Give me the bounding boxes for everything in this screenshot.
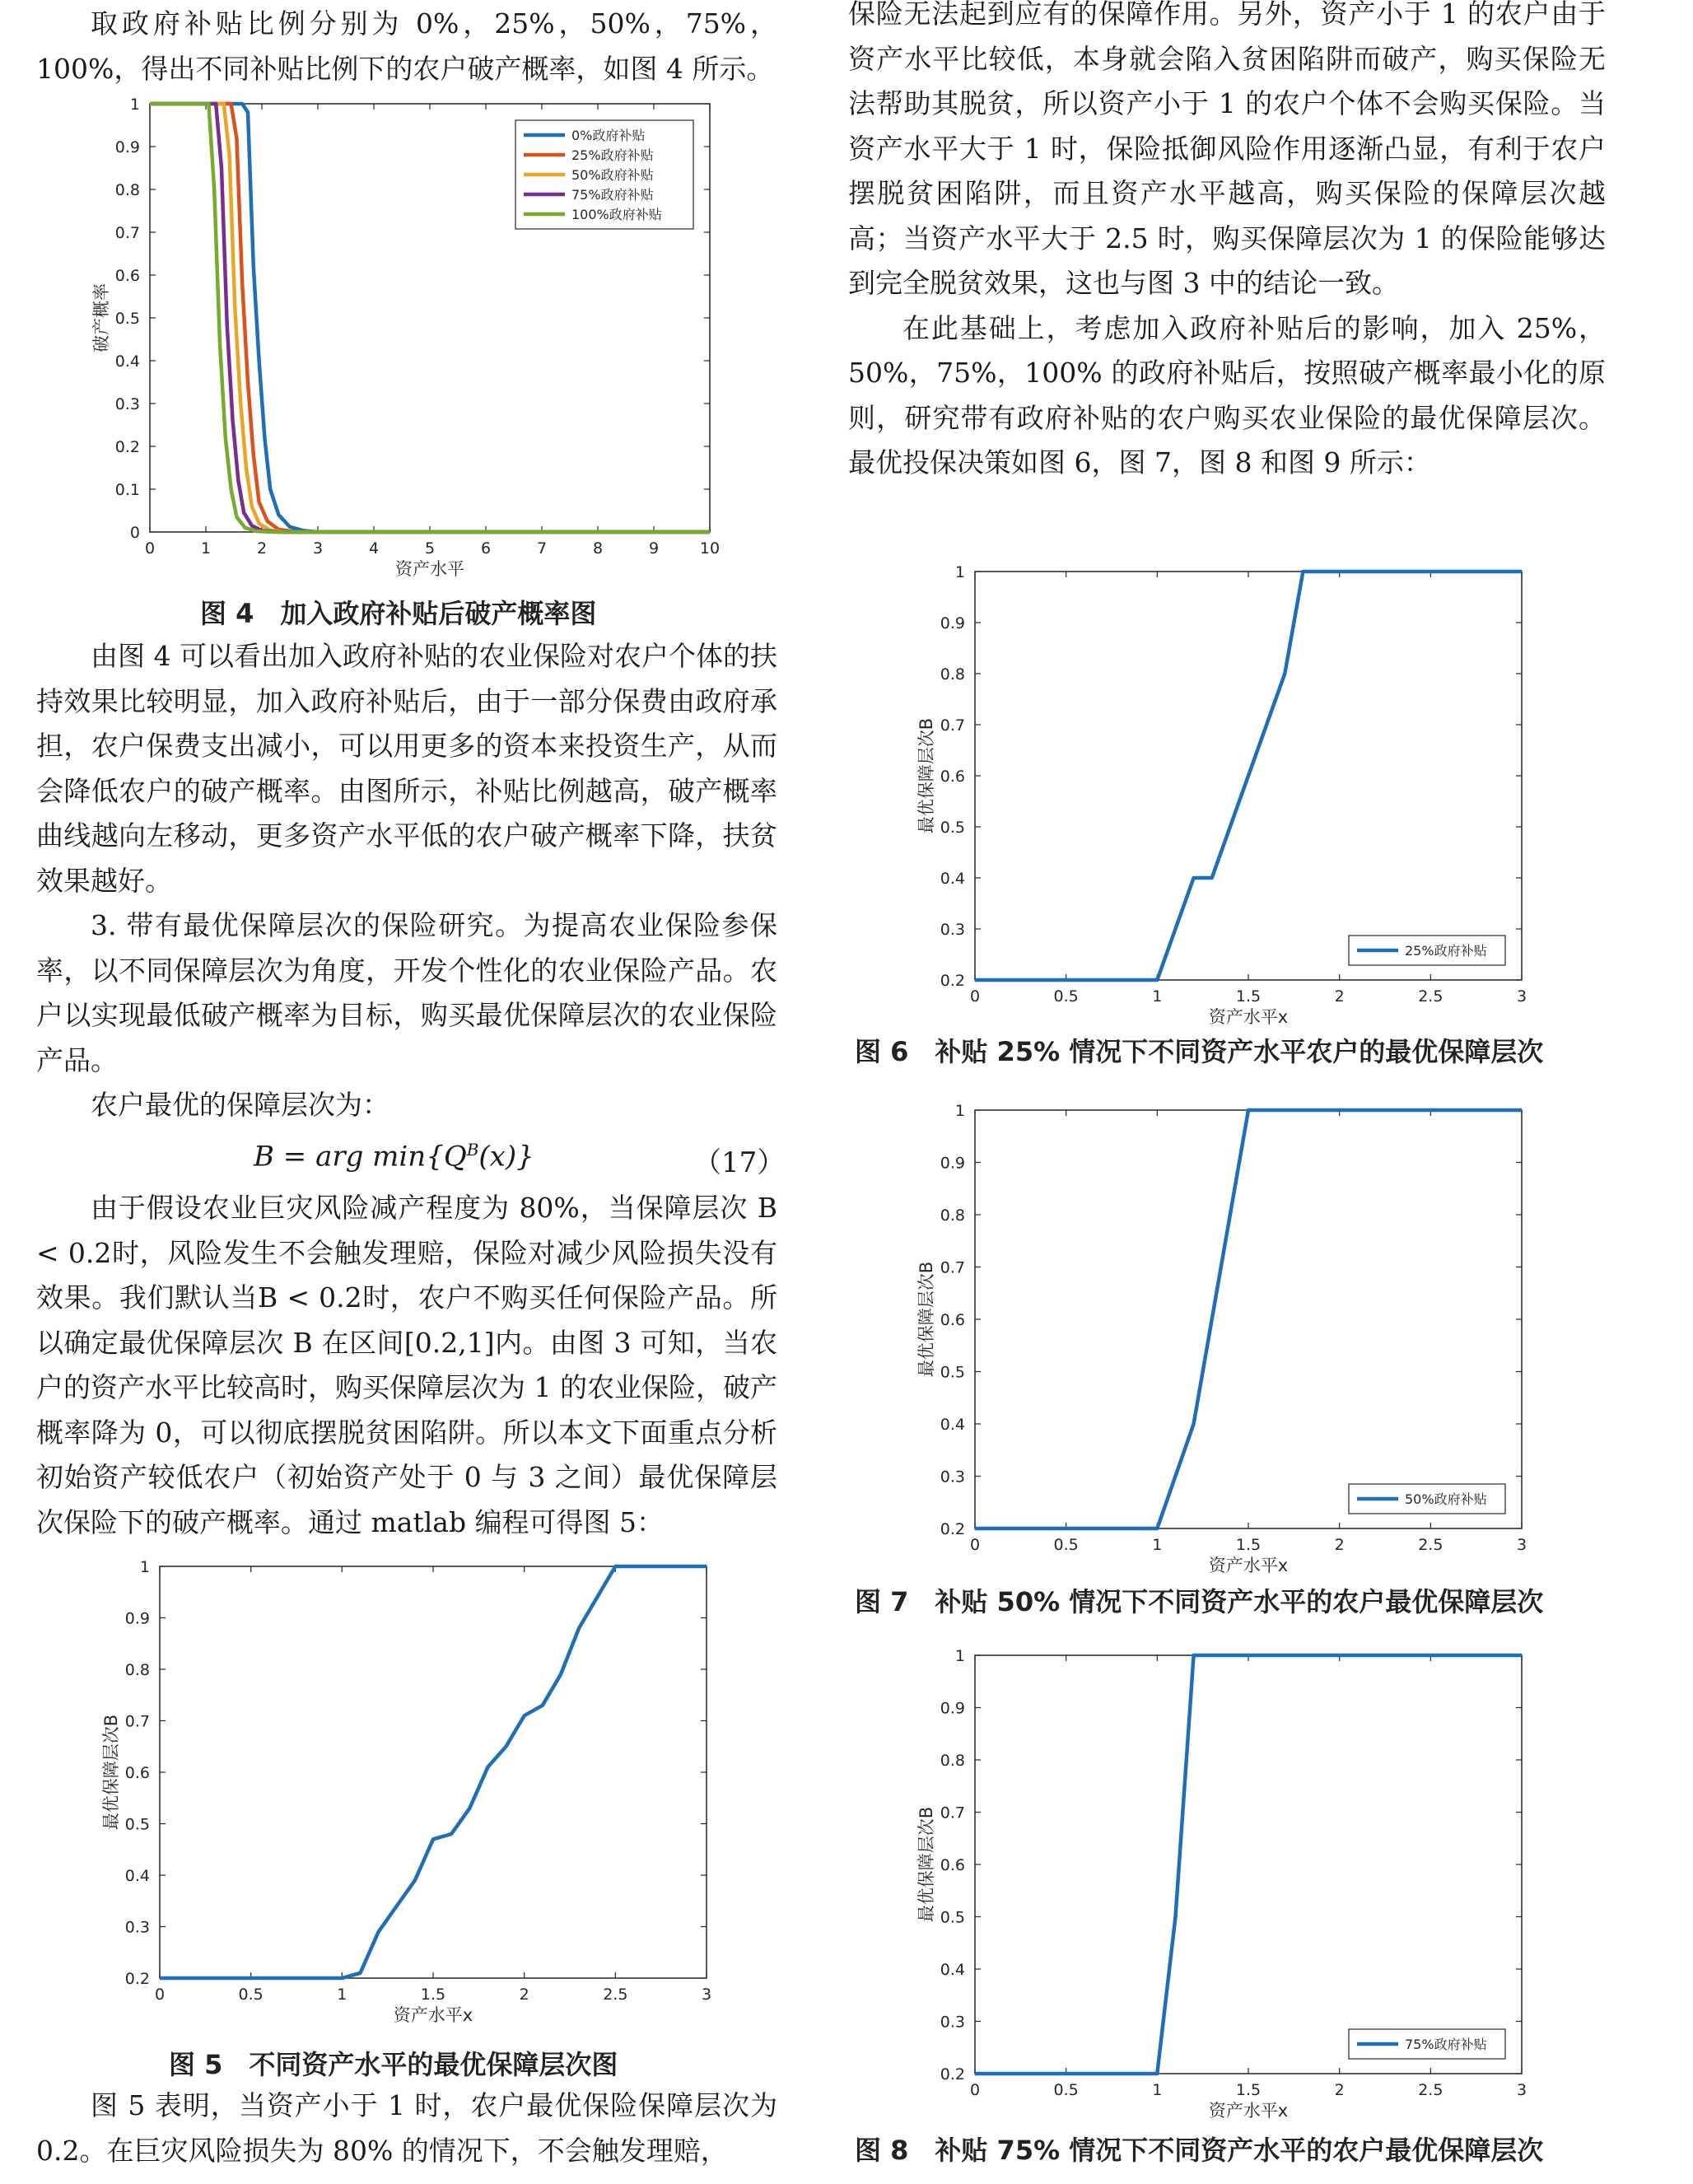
x-tick-label: 3 <box>1516 2081 1527 2099</box>
x-tick-label: 0 <box>969 1536 981 1554</box>
y-tick-label: 0.8 <box>940 1206 965 1225</box>
x-tick-label: 8 <box>592 539 604 558</box>
figure-7-caption: 图 7 补贴 50% 情况下不同资产水平的农户最优保障层次 <box>855 1586 1544 1617</box>
left-column-mid <box>36 634 777 1128</box>
y-axis-label: 破产概率 <box>91 283 111 352</box>
y-tick-label: 0.8 <box>124 1661 150 1679</box>
y-tick-label: 0.6 <box>940 768 965 786</box>
y-tick-label: 0.5 <box>940 819 965 837</box>
y-tick-label: 0.4 <box>940 870 965 888</box>
y-tick-label: 0.3 <box>940 1468 965 1486</box>
figure-4-chart <box>82 92 725 586</box>
y-axis-label: 最优保障层次B <box>916 1261 936 1378</box>
y-tick-label: 0.5 <box>124 1815 150 1834</box>
x-tick-label: 0 <box>969 2081 981 2099</box>
y-tick-label: 0.5 <box>940 1363 965 1382</box>
x-tick-label: 0.5 <box>238 1986 264 2004</box>
y-tick-label: 0.3 <box>940 921 965 939</box>
x-tick-label: 2 <box>519 1986 529 2004</box>
x-tick-label: 7 <box>536 539 548 558</box>
paragraph-optimal-level: 农户最优的保障层次为： <box>91 1089 389 1121</box>
equation-superscript: B <box>466 1140 479 1160</box>
y-tick-label: 0.4 <box>124 1867 150 1885</box>
x-tick-label: 0 <box>969 987 981 1006</box>
figure-6-caption: 图 6 补贴 25% 情况下不同资产水平农户的最优保障层次 <box>855 1036 1544 1067</box>
figure-6-chart <box>906 558 1548 1028</box>
x-axis-label: 资产水平x <box>1208 1007 1289 1027</box>
y-tick-label: 0.7 <box>940 1258 965 1277</box>
x-tick-label: 0.5 <box>1053 2081 1079 2099</box>
x-tick-label: 2 <box>1334 2081 1345 2099</box>
y-tick-label: 0.3 <box>114 395 140 413</box>
y-tick-label: 0.8 <box>114 181 140 199</box>
y-tick-label: 1 <box>129 96 140 114</box>
y-tick-label: 0.4 <box>940 1416 965 1434</box>
y-tick-label: 1 <box>954 563 965 581</box>
y-tick-label: 0.7 <box>114 224 140 242</box>
x-tick-label: 0 <box>144 539 156 558</box>
paragraph-intro-subsidy: 取政府补贴比例分别为 0%，25%，50%，75%，100%，得出不同补贴比例下的农户破产概率，如图 4 所示。 <box>36 7 777 85</box>
x-tick-label: 10 <box>699 539 721 558</box>
x-tick-label: 2 <box>1334 987 1345 1006</box>
legend-label: 0%政府补贴 <box>571 128 646 143</box>
plot-area <box>160 1566 707 1978</box>
x-tick-label: 1.5 <box>1235 2081 1262 2099</box>
y-tick-label: 0.7 <box>940 716 965 735</box>
right-column <box>848 0 1606 486</box>
x-tick-label: 1 <box>1152 1536 1163 1554</box>
x-tick-label: 6 <box>480 539 492 558</box>
x-axis-label: 资产水平x <box>1208 2101 1289 2121</box>
legend-label: 25%政府补贴 <box>1405 943 1487 959</box>
y-tick-label: 1 <box>954 1102 965 1120</box>
equation-number: （17） <box>693 1146 786 1179</box>
y-tick-label: 0.6 <box>124 1764 150 1782</box>
x-tick-label: 3 <box>701 1986 712 2004</box>
figure-4-caption: 图 4 加入政府补贴后破产概率图 <box>200 598 597 629</box>
y-tick-label: 0 <box>129 524 140 542</box>
y-tick-label: 0.5 <box>114 310 140 328</box>
paragraph-figure5-analysis: 图 5 表明，当资产小于 1 时，农户最优保险保障层次为 0.2。在巨灾风险损失为 80% 的情况下，不会触发理赔， <box>36 2089 777 2167</box>
y-tick-label: 0.6 <box>940 1311 965 1329</box>
x-tick-label: 2.5 <box>603 1986 628 2004</box>
y-tick-label: 0.4 <box>114 352 140 371</box>
x-tick-label: 2 <box>256 539 268 558</box>
equation-tail: (x)} <box>478 1140 534 1174</box>
y-tick-label: 0.8 <box>940 665 965 684</box>
y-tick-label: 0.3 <box>124 1918 150 1937</box>
x-tick-label: 0.5 <box>1053 1536 1079 1554</box>
legend-label: 75%政府补贴 <box>571 187 654 203</box>
x-tick-label: 9 <box>648 539 660 558</box>
y-tick-label: 0.6 <box>114 267 140 285</box>
x-tick-label: 1 <box>337 1986 347 2004</box>
paragraph-figure4-analysis: 由图 4 可以看出加入政府补贴的农业保险对农户个体的扶持效果比较明显，加入政府补贴后，由于一部分保费由政府承担，农户保费支出减小，可以用更多的资本来投资生产，从而会降低农户的破产概率。由图所示，补贴比例越高，破产概率曲线越向左移动，更多资产水平低的农户破产概率下降，扶贫效果越好。 <box>36 640 777 897</box>
x-tick-label: 3 <box>1516 987 1527 1006</box>
y-tick-label: 1 <box>954 1647 965 1665</box>
y-tick-label: 0.2 <box>124 1970 150 1988</box>
x-axis-label: 资产水平 <box>395 559 464 579</box>
y-tick-label: 0.9 <box>124 1609 150 1628</box>
x-tick-label: 0.5 <box>1053 987 1079 1006</box>
figure-8-caption: 图 8 补贴 75% 情况下不同资产水平的农户最优保障层次 <box>855 2135 1544 2166</box>
x-tick-label: 1.5 <box>1235 987 1262 1006</box>
paragraph-continued: 保险无法起到应有的保障作用。另外，资产小于 1 的农户由于资产水平比较低，本身就会陷入贫困陷阱而破产，购买保险无法帮助其脱贫，所以资产小于 1 的农户个体不会购买保险。当资产水平大于 1 时，保险抵御风险作用逐渐凸显，有利于农户摆脱贫困陷阱，而且资产水平越高，购买保险的保障层次越高；当资产水平大于 2.5 时，购买保障层次为 1 的保险能够达到完全脱贫效果，这也与图 3 中的结论一致。 <box>848 0 1606 299</box>
x-tick-label: 1 <box>200 539 212 558</box>
plot-area <box>975 1110 1522 1528</box>
figure-5-caption: 图 5 不同资产水平的最优保障层次图 <box>169 2049 618 2080</box>
legend-label: 50%政府补贴 <box>571 167 654 183</box>
y-tick-label: 0.9 <box>940 614 965 632</box>
x-tick-label: 5 <box>424 539 436 558</box>
y-tick-label: 0.2 <box>114 438 140 456</box>
x-tick-label: 1 <box>1152 2081 1163 2099</box>
x-tick-label: 2.5 <box>1418 1536 1443 1554</box>
y-tick-label: 0.2 <box>940 972 965 990</box>
y-tick-label: 0.9 <box>114 138 140 156</box>
x-tick-label: 1.5 <box>420 1986 446 2004</box>
left-column-bottom <box>36 2084 777 2173</box>
y-tick-label: 0.4 <box>940 1961 965 1979</box>
figure-8-chart <box>906 1639 1548 2125</box>
legend-label: 25%政府补贴 <box>571 147 654 163</box>
y-axis-label: 最优保障层次B <box>916 1806 936 1923</box>
y-tick-label: 0.8 <box>940 1752 965 1770</box>
y-tick-label: 0.5 <box>940 1908 965 1927</box>
y-tick-label: 0.2 <box>940 1520 965 1538</box>
equation-body: B = arg min{Q <box>254 1140 467 1174</box>
legend-label: 75%政府补贴 <box>1405 2037 1487 2052</box>
y-tick-label: 0.3 <box>940 2013 965 2032</box>
x-tick-label: 2 <box>1334 1536 1345 1554</box>
x-tick-label: 1.5 <box>1235 1536 1262 1554</box>
legend-label: 50%政府补贴 <box>1405 1491 1487 1507</box>
left-column-lower <box>36 1186 777 1545</box>
x-tick-label: 3 <box>312 539 324 558</box>
paragraph-subsidy-impact: 在此基础上，考虑加入政府补贴后的影响，加入 25%，50%，75%，100% 的政府补贴后，按照破产概率最小化的原则，研究带有政府补贴的农户购买农业保险的最优保障层次。最优投保决策如图 6，图 7，图 8 和图 9 所示： <box>848 311 1606 478</box>
plot-area <box>975 1655 1522 2074</box>
x-tick-label: 1 <box>1152 987 1163 1006</box>
figure-7-chart <box>906 1095 1548 1581</box>
y-tick-label: 0.2 <box>940 2065 965 2084</box>
y-tick-label: 0.9 <box>940 1154 965 1173</box>
x-tick-label: 0 <box>154 1986 166 2004</box>
x-tick-label: 2.5 <box>1418 2081 1443 2099</box>
y-tick-label: 0.1 <box>114 481 140 499</box>
x-tick-label: 3 <box>1516 1536 1527 1554</box>
y-tick-label: 0.7 <box>940 1804 965 1822</box>
y-tick-label: 1 <box>139 1558 150 1576</box>
x-tick-label: 2.5 <box>1418 987 1443 1006</box>
x-tick-label: 4 <box>368 539 380 558</box>
equation-17 <box>254 1140 534 1173</box>
y-axis-label: 最优保障层次B <box>916 717 936 834</box>
y-axis-label: 最优保障层次B <box>101 1714 121 1831</box>
y-tick-label: 0.7 <box>124 1712 150 1731</box>
figure-5-chart <box>91 1548 733 2042</box>
x-axis-label: 资产水平x <box>393 2005 473 2025</box>
y-tick-label: 0.6 <box>940 1856 965 1874</box>
x-axis-label: 资产水平x <box>1208 1556 1289 1575</box>
paragraph-assumptions: 由于假设农业巨灾风险减产程度为 80%，当保障层次 B < 0.2时，风险发生不会触发理赔，保险对减少风险损失没有效果。我们默认当B < 0.2时，农户不购买任何保险产品。所以确定最优保障层次 B 在区间[0.2,1]内。由图 3 可知，当农户的资产水平比较高时，购买保障层次为 1 的农业保险，破产概率降为 0，可以彻底摆脱贫困陷阱。所以本文下面重点分析初始资产较低农户（初始资产处于 0 与 3 之间）最优保障层次保险下的破产概率。通过 matlab 编程可得图 5： <box>36 1192 777 1538</box>
legend-label: 100%政府补贴 <box>571 207 662 222</box>
paragraph-section-3: 3. 带有最优保障层次的保险研究。为提高农业保险参保率，以不同保障层次为角度，开发个性化的农业保险产品。农户以实现最低破产概率为目标，购买最优保障层次的农业保险产品。 <box>36 909 777 1076</box>
y-tick-label: 0.9 <box>940 1699 965 1718</box>
